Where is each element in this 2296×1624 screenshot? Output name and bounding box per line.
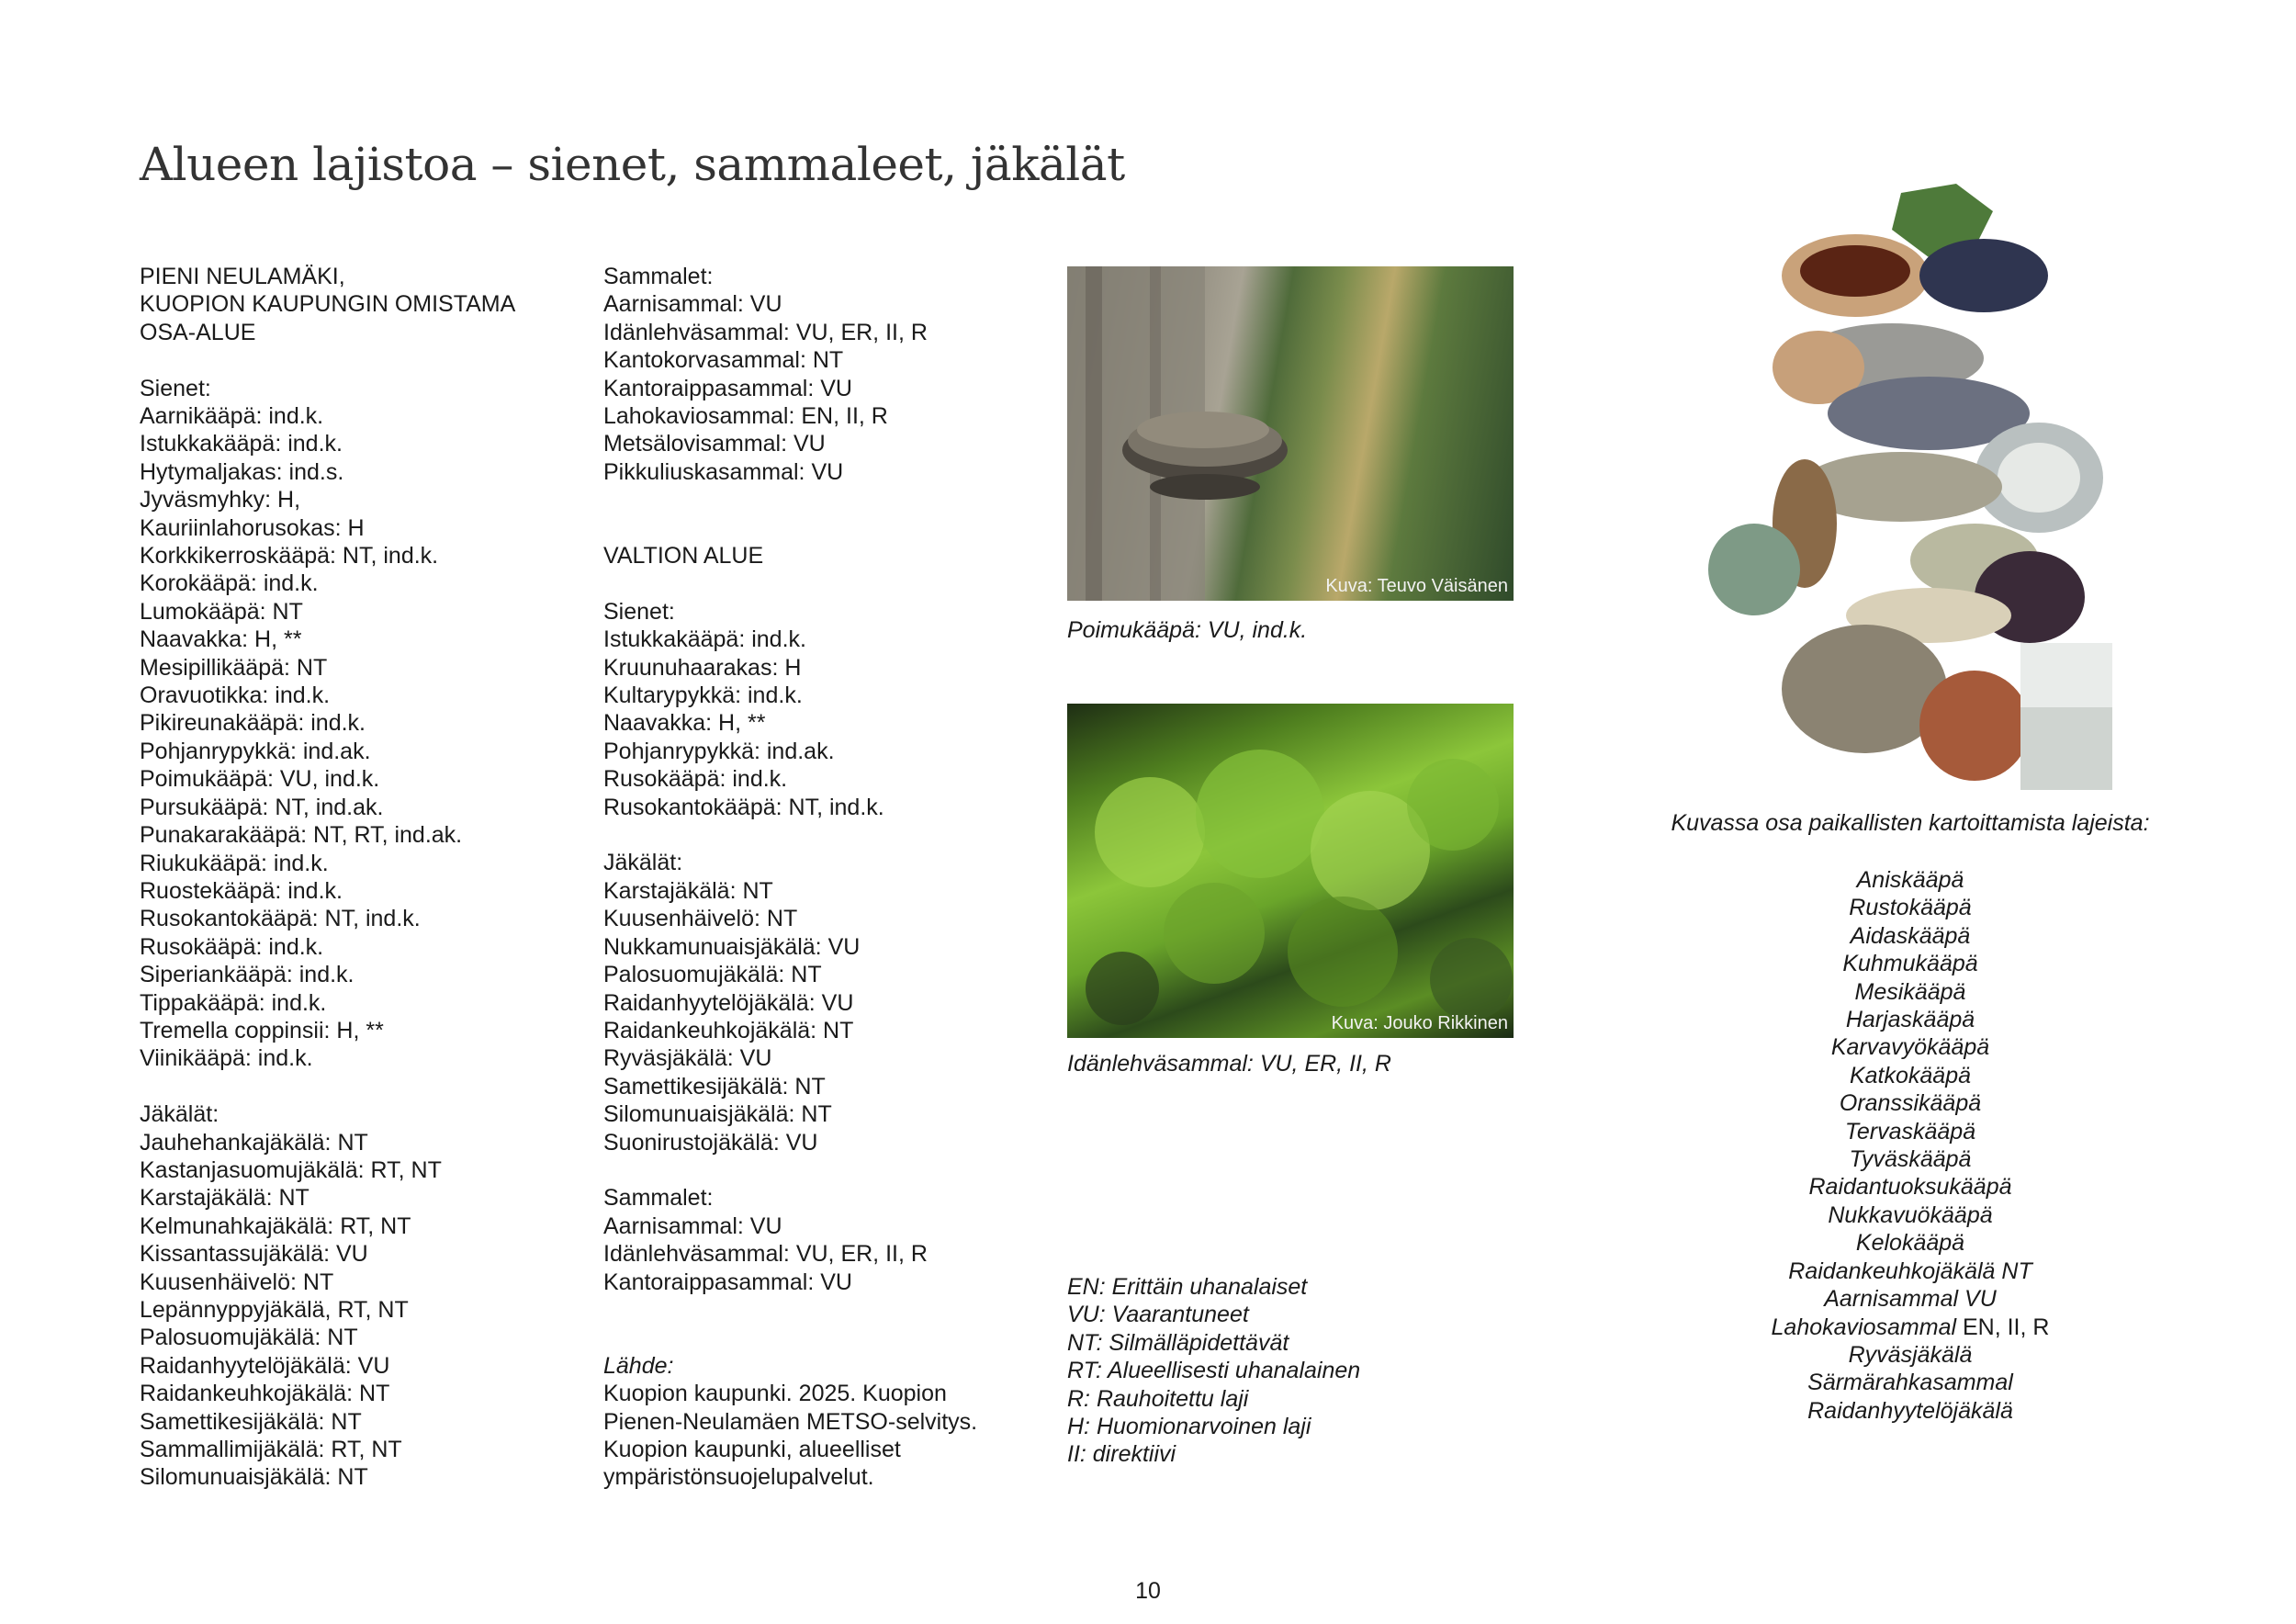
source-line: Kuopion kaupunki. 2025. Kuopion <box>603 1381 947 1407</box>
sienet-heading: Sienet: <box>140 375 211 401</box>
sienet-heading: Sienet: <box>603 598 675 625</box>
page-title: Alueen lajistoa – sienet, sammaleet, jäkälät <box>140 138 1125 191</box>
species-entry: Rusokääpä: ind.k. <box>603 766 788 793</box>
species-entry: Lahokaviosammal: EN, II, R <box>603 403 888 430</box>
source-line: Pienen-Neulamäen METSO-selvitys. <box>603 1408 978 1435</box>
photo-caption: Idänlehväsammal: VU, ER, II, R <box>1067 1051 1391 1077</box>
species-entry: Pikkuliuskasammal: VU <box>603 458 844 485</box>
species-name: Lahokaviosammal <box>1771 1314 1957 1340</box>
species-entry: Metsälovisammal: VU <box>603 431 826 457</box>
legend-entry: II: direktiivi <box>1067 1441 1176 1468</box>
section-header-line: PIENI NEULAMÄKI, <box>140 264 345 289</box>
species-entry: Kissantassujäkälä: VU <box>140 1241 368 1268</box>
species-name: Raidantuoksukääpä <box>1808 1174 2012 1201</box>
bracket-fungus-illustration <box>1067 266 1514 601</box>
species-entry: Samettikesijäkälä: NT <box>603 1073 826 1100</box>
collage-species-item <box>1708 1229 2112 1257</box>
moss-illustration <box>1067 704 1514 1038</box>
species-name: Aniskääpä <box>1856 867 1964 893</box>
species-name: Aarnisammal VU <box>1824 1286 1997 1313</box>
page-number: 10 <box>1135 1578 1161 1604</box>
column-pieni-neulamaki <box>140 263 571 1492</box>
species-entry: Rusokantokääpä: NT, ind.k. <box>140 906 421 932</box>
species-name: Kelokääpä <box>1855 1230 1965 1257</box>
species-entry: Palosuomujäkälä: NT <box>603 962 822 988</box>
species-name: Karvavyökääpä <box>1830 1034 1990 1061</box>
collage-species-item <box>1708 922 2112 950</box>
sienet-list <box>603 626 1035 821</box>
species-entry: Raidankeuhkojäkälä: NT <box>140 1381 390 1407</box>
collage-species-item <box>1708 1006 2112 1033</box>
species-entry: Kantoraippasammal: VU <box>603 1269 852 1295</box>
species-entry: Idänlehväsammal: VU, ER, II, R <box>603 319 928 345</box>
collage-species-item <box>1708 1089 2112 1117</box>
species-entry: Korkkikerroskääpä: NT, ind.k. <box>140 543 439 570</box>
species-name: Katkokääpä <box>1849 1062 1972 1088</box>
species-entry: Kuusenhäivelö: NT <box>603 906 798 932</box>
collage-species-item <box>1708 1033 2112 1061</box>
species-entry: Siperiankääpä: ind.k. <box>140 962 355 988</box>
species-entry: Oravuotikka: ind.k. <box>140 682 331 709</box>
species-entry: Kuusenhäivelö: NT <box>140 1269 334 1295</box>
species-entry: Mesipillikääpä: NT <box>140 654 328 681</box>
legend-entry: VU: Vaarantuneet <box>1067 1302 1249 1328</box>
species-entry: Kruunuhaarakas: H <box>603 654 802 681</box>
species-entry: Raidanhyytelöjäkälä: VU <box>140 1352 390 1379</box>
species-entry: Riukukääpä: ind.k. <box>140 850 329 876</box>
photo-idanlehvasammal <box>1067 704 1514 1038</box>
source-line: Kuopion kaupunki, alueelliset <box>603 1436 901 1462</box>
status-legend <box>1067 1273 1360 1469</box>
species-entry: Aarnisammal: VU <box>603 1212 782 1239</box>
species-name: Kuhmukääpä <box>1842 951 1978 977</box>
sammalet-list <box>603 290 1035 486</box>
collage-species-item <box>1708 1397 2112 1425</box>
collage-species-item <box>1708 894 2112 921</box>
valtion-alue-heading: VALTION ALUE <box>603 543 764 570</box>
collage-species-item <box>1708 950 2112 977</box>
collage-species-item <box>1708 1285 2112 1313</box>
source-line: ympäristönsuojelupalvelut. <box>603 1464 874 1491</box>
source-text <box>603 1380 1035 1492</box>
species-entry: Istukkakääpä: ind.k. <box>603 626 806 653</box>
species-entry: Rusokääpä: ind.k. <box>140 933 324 960</box>
species-name: Tyväskääpä <box>1849 1146 1972 1173</box>
species-entry: Jyväsmyhky: H, <box>140 487 301 513</box>
species-entry: Viinikääpä: ind.k. <box>140 1045 313 1072</box>
species-entry: Pohjanrypykkä: ind.ak. <box>603 738 835 764</box>
collage-species-item <box>1708 1145 2112 1173</box>
species-entry: Sammallimijäkälä: RT, NT <box>140 1437 402 1463</box>
species-name: Ryväsjäkälä <box>1848 1341 1973 1368</box>
legend-entry: NT: Silmälläpidettävät <box>1067 1329 1289 1356</box>
collage-caption: Kuvassa osa paikallisten kartoittamista lajeista: <box>1671 810 2150 836</box>
species-entry: Kauriinlahorusokas: H <box>140 514 365 541</box>
collage-species-item <box>1708 1173 2112 1201</box>
species-name: Mesikääpä <box>1854 978 1966 1005</box>
collage-species-item <box>1708 1257 2112 1285</box>
jakalat-list <box>140 1129 571 1492</box>
species-entry: Jauhehankajäkälä: NT <box>140 1129 368 1156</box>
species-status: EN, II, R <box>1962 1314 2050 1340</box>
photo-caption: Poimukääpä: VU, ind.k. <box>1067 617 1308 643</box>
collage-species-item <box>1708 866 2112 894</box>
fungi-lichen-moss-collage <box>1681 175 2122 790</box>
species-entry: Karstajäkälä: NT <box>603 877 773 904</box>
species-entry: Hytymaljakas: ind.s. <box>140 458 344 485</box>
species-entry: Korokääpä: ind.k. <box>140 570 319 597</box>
species-name: Tervaskääpä <box>1844 1118 1976 1145</box>
species-entry: Kantokorvasammal: NT <box>603 347 844 374</box>
species-name: Raidankeuhkojäkälä NT <box>1788 1257 2032 1284</box>
species-entry: Rusokantokääpä: NT, ind.k. <box>603 794 884 820</box>
species-entry: Aarnisammal: VU <box>603 291 782 318</box>
species-entry: Samettikesijäkälä: NT <box>140 1408 362 1435</box>
collage-species-item <box>1708 1369 2112 1396</box>
species-name: Oranssikääpä <box>1839 1090 1982 1117</box>
species-entry: Punakarakääpä: NT, RT, ind.ak. <box>140 822 463 849</box>
species-entry: Tippakääpä: ind.k. <box>140 989 327 1016</box>
species-entry: Idänlehväsammal: VU, ER, II, R <box>603 1241 928 1268</box>
species-name: Harjaskääpä <box>1845 1007 1975 1033</box>
sammalet-heading: Sammalet: <box>603 1185 714 1212</box>
sammalet-list <box>603 1212 1035 1296</box>
legend-entry: EN: Erittäin uhanalaiset <box>1067 1274 1308 1300</box>
species-entry: Istukkakääpä: ind.k. <box>140 431 343 457</box>
species-name: Aidaskääpä <box>1850 922 1971 949</box>
jakalat-heading: Jäkälät: <box>603 850 683 876</box>
column-valtion-alue <box>603 263 1035 1492</box>
species-name: Nukkavuökääpä <box>1828 1201 1993 1228</box>
species-entry: Karstajäkälä: NT <box>140 1185 310 1212</box>
collage-species-item <box>1708 978 2112 1006</box>
legend-entry: H: Huomionarvoinen laji <box>1067 1414 1311 1440</box>
species-entry: Pohjanrypykkä: ind.ak. <box>140 738 371 764</box>
collage-species-list <box>1708 866 2112 1425</box>
species-name: Raidanhyytelöjäkälä <box>1807 1397 2013 1424</box>
species-entry: Kultarypykkä: ind.k. <box>603 682 803 709</box>
species-collage <box>1681 175 2122 790</box>
jakalat-list <box>603 877 1035 1156</box>
collage-species-item <box>1708 1314 2112 1341</box>
species-entry: Lumokääpä: NT <box>140 598 303 625</box>
collage-species-item <box>1708 1201 2112 1229</box>
species-entry: Nukkamunuaisjäkälä: VU <box>603 933 861 960</box>
species-entry: Silomunuaisjäkälä: NT <box>140 1464 368 1491</box>
species-name: Rustokääpä <box>1849 895 1972 921</box>
legend-entry: RT: Alueellisesti uhanalainen <box>1067 1358 1361 1384</box>
species-entry: Silomunuaisjäkälä: NT <box>603 1101 832 1128</box>
photo-poimukaapa <box>1067 266 1514 601</box>
jakalat-heading: Jäkälät: <box>140 1101 219 1128</box>
collage-species-item <box>1708 1118 2112 1145</box>
species-entry: Poimukääpä: VU, ind.k. <box>140 766 380 793</box>
collage-species-item <box>1708 1341 2112 1369</box>
species-entry: Aarnikääpä: ind.k. <box>140 403 324 430</box>
photo-credit: Kuva: Jouko Rikkinen <box>1331 1013 1508 1033</box>
species-entry: Ryväsjäkälä: VU <box>603 1045 772 1072</box>
source-heading: Lähde: <box>603 1352 674 1379</box>
sienet-list <box>140 402 571 1073</box>
species-entry: Raidankeuhkojäkälä: NT <box>603 1017 854 1043</box>
species-entry: Lepännyppyjäkälä, RT, NT <box>140 1297 409 1323</box>
species-entry: Palosuomujäkälä: NT <box>140 1325 358 1351</box>
species-entry: Kastanjasuomujäkälä: RT, NT <box>140 1156 442 1183</box>
section-header-line: OSA-ALUE <box>140 319 256 345</box>
species-entry: Naavakka: H, ** <box>140 626 302 653</box>
species-entry: Tremella coppinsii: H, ** <box>140 1017 384 1043</box>
species-entry: Raidanhyytelöjäkälä: VU <box>603 989 854 1016</box>
species-entry: Naavakka: H, ** <box>603 710 766 737</box>
section-header-line: KUOPION KAUPUNGIN OMISTAMA <box>140 291 516 318</box>
legend-entry: R: Rauhoitettu laji <box>1067 1385 1249 1412</box>
species-name: Särmärahkasammal <box>1807 1370 2013 1396</box>
species-entry: Kelmunahkajäkälä: RT, NT <box>140 1212 411 1239</box>
species-entry: Suonirustojäkälä: VU <box>603 1129 818 1156</box>
collage-species-item <box>1708 1062 2112 1089</box>
sammalet-heading: Sammalet: <box>603 264 714 289</box>
species-entry: Ruostekääpä: ind.k. <box>140 877 343 904</box>
photo-credit: Kuva: Teuvo Väisänen <box>1325 576 1508 596</box>
species-entry: Pikireunakääpä: ind.k. <box>140 710 366 737</box>
species-entry: Pursukääpä: NT, ind.ak. <box>140 794 384 820</box>
species-entry: Kantoraippasammal: VU <box>603 375 852 401</box>
